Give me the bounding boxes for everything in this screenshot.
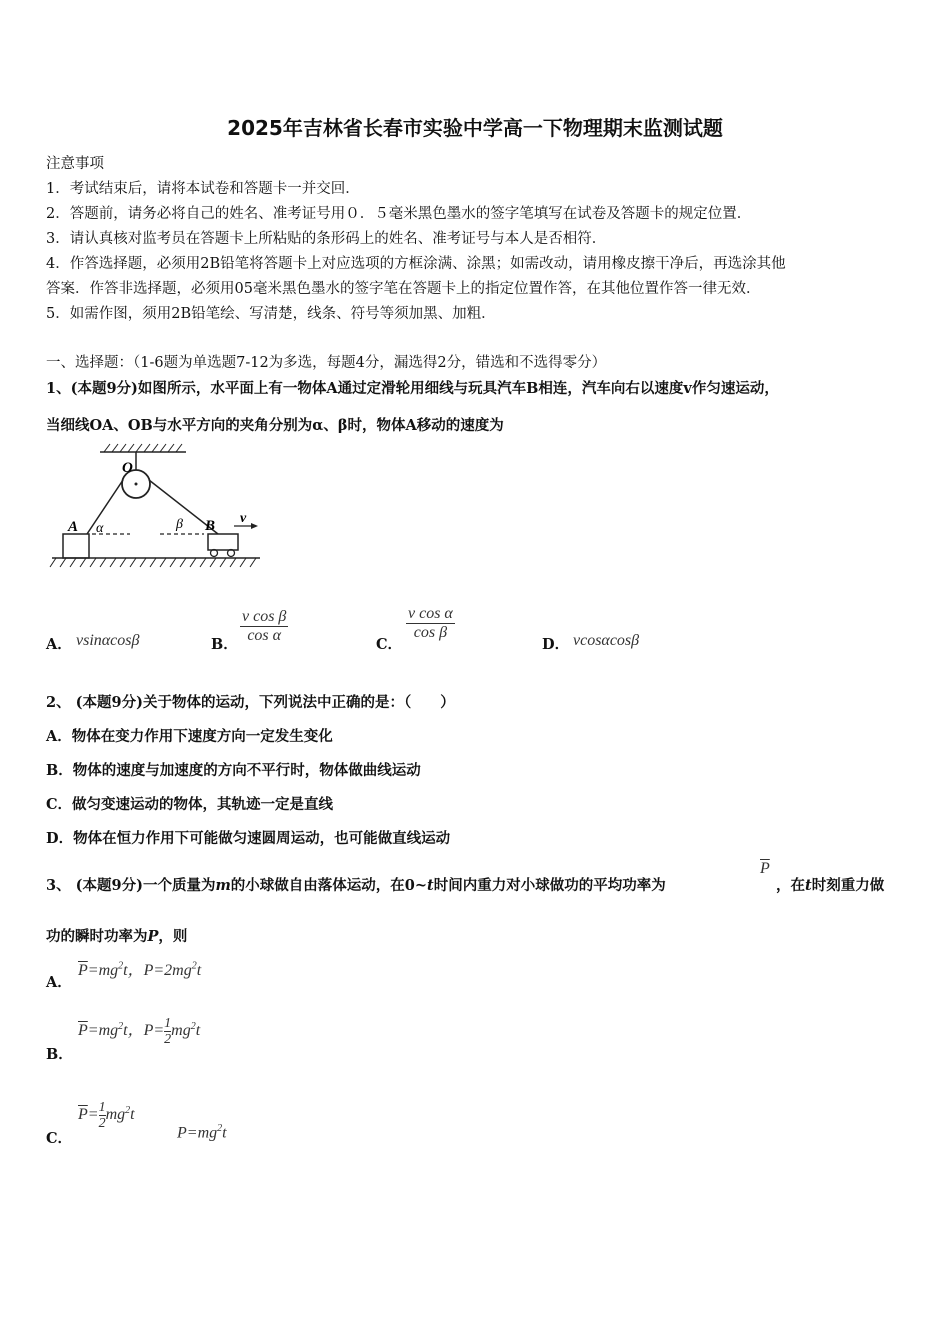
q1-option-b-den: cos α [247,627,282,644]
q3-c-expr2b: t [222,1124,227,1142]
q3-p: P [147,928,159,945]
q3-b-half-den: 2 [164,1032,172,1047]
label-o: O [122,460,133,476]
q3-a-p: P [143,962,154,979]
section-heading: 一、选择题：（1-6题为单选题7-12为多选，每题4分，漏选得2分，错选和不选得零分） [46,355,607,371]
q3-b-half-num: 1 [164,1016,172,1031]
q3-b-sq1: 2 [118,1020,124,1032]
q3-a-expr1: =mg [87,962,119,979]
q3-stem-line1 [46,874,666,895]
q3-t2: t [805,877,812,894]
q1-stem-line1: 1、(本题9分)如图所示，水平面上有一物体A通过定滑轮用细线与玩具汽车B相连，汽车向右以速度v作匀速运动， [46,380,779,397]
q3-option-b-label: B． [46,1046,73,1063]
notice-item-5: 5．如需作图，须用2B铅笔绘、写清楚，线条、符号等须加黑、加粗． [46,306,496,322]
q2-option-a: A．物体在变力作用下速度方向一定发生变化 [46,728,333,745]
q3-c-sq1: 2 [125,1104,131,1116]
label-b: B [205,518,216,534]
q3-c-half-den: 2 [98,1116,106,1131]
q3-c-half-num: 1 [98,1100,106,1115]
q3-stem-part5: 时刻重力做 [811,877,885,894]
q3-b-expr2a: = [153,1022,165,1040]
q1-option-a-value: vsinαcosβ [76,632,140,649]
q2-stem: 2、 (本题9分)关于物体的运动，下列说法中正确的是：（ ） [46,694,455,711]
q1-option-c-label: C． [376,636,403,653]
q3-a-sq1: 2 [118,960,124,972]
q3-option-a-label: A． [46,974,72,991]
q3-stem-part3: 时间内重力对小球做功的平均功率为 [433,877,666,894]
q1-option-c-num: v cos α [408,605,453,622]
q3-c-pbar: $\overline{P}$ [78,1106,88,1124]
q3-line2-part1: 功的瞬时功率为 [46,928,148,945]
q3-option-a-expr [78,957,201,980]
notice-item-4-cont: 答案．作答非选择题，必须用05毫米黑色墨水的签字笔在答题卡上的指定位置作答，在其他位置作答一律无效． [46,281,761,297]
q1-option-d-label: D． [542,636,570,653]
q3-m: m [215,877,231,894]
q3-a-expr2b: t [196,962,202,979]
q2-option-c: C．做匀变速运动的物体，其轨迹一定是直线 [46,796,334,813]
q2-option-b: B．物体的速度与加速度的方向不平行时，物体做曲线运动 [46,762,421,779]
q3-c-expr1c: t [130,1106,135,1124]
label-v: v [240,511,247,526]
q3-stem-part4: ，在 [776,877,805,894]
q3-option-c-label: C． [46,1130,73,1147]
q3-c-expr1b: mg [105,1106,126,1124]
q3-c-sq2: 2 [217,1123,223,1134]
q3-option-c-expr [78,1100,135,1131]
notice-item-1: 1．考试结束后，请将本试卷和答题卡一并交回． [46,181,360,197]
q3-pbar [760,860,770,878]
q1-option-a-label: A． [46,636,72,653]
q3-line2-part2: ，则 [158,928,188,945]
page-title: 2025年吉林省长春市实验中学高一下物理期末监测试题 [227,116,723,140]
q3-pbar-symbol: $\overline{P}$ [760,860,770,877]
q1-option-d-value: vcosαcosβ [573,632,640,649]
q3-option-b-expr [78,1016,200,1047]
q1-option-c-den: cos β [413,624,448,641]
q3-c-expr1a: = [87,1106,99,1124]
q1-option-b-num: v cos β [242,608,287,625]
q3-stem-part1: 3、 (本题9分)一个质量为 [46,877,216,894]
q3-b-expr2b: mg [171,1022,191,1040]
q3-c-half [99,1100,106,1131]
pulley-diagram [48,440,268,575]
q1-stem-line2: 当细线OA、OB与水平方向的夹角分别为α、β时，物体A移动的速度为 [46,417,504,434]
q3-b-pbar: $\overline{P}$ [78,1022,88,1040]
q3-a-pbar: $\overline{P}$ [78,962,88,979]
label-beta: β [176,517,183,532]
q3-a-sq2: 2 [191,960,197,972]
notice-item-4: 4．作答选择题，必须用2B铅笔将答题卡上对应选项的方框涂满、涂黑；如需改动，请用橡皮擦干净后，再选涂其他 [46,256,786,272]
q1-option-c-fraction [406,605,455,642]
q3-a-expr2: =2mg [153,962,192,979]
q3-a-expr1b: t， [123,962,144,979]
q3-b-expr2c: t [195,1022,201,1040]
q3-t: t [427,877,434,894]
q3-stem-part2: 的小球做自由落体运动，在0~ [230,877,428,894]
q3-c-expr2: =mg [186,1124,218,1142]
q2-option-d: D．物体在恒力作用下可能做匀速圆周运动，也可能做直线运动 [46,830,451,847]
q3-b-p: P [143,1022,154,1040]
notice-item-2: 2．答题前，请务必将自己的姓名、准考证号用０．５毫米黑色墨水的签字笔填写在试卷及答题卡的规定位置． [46,206,752,222]
notice-item-3: 3．请认真核对监考员在答题卡上所粘贴的条形码上的姓名、准考证号与本人是否相符． [46,231,607,247]
q3-stem-line1-end [776,874,884,895]
q1-option-b-fraction [240,608,288,645]
q3-b-sq2: 2 [190,1020,196,1032]
q3-b-expr1: =mg [87,1022,119,1040]
q3-stem-line2 [46,925,187,946]
label-alpha: α [96,521,104,536]
label-a: A [68,519,79,535]
q3-c-p: P [177,1124,187,1142]
q3-b-expr1b: t， [123,1022,144,1040]
q1-option-b-label: B． [211,636,238,653]
q3-option-c-expr2 [177,1123,227,1142]
notice-heading: 注意事项 [46,156,104,172]
